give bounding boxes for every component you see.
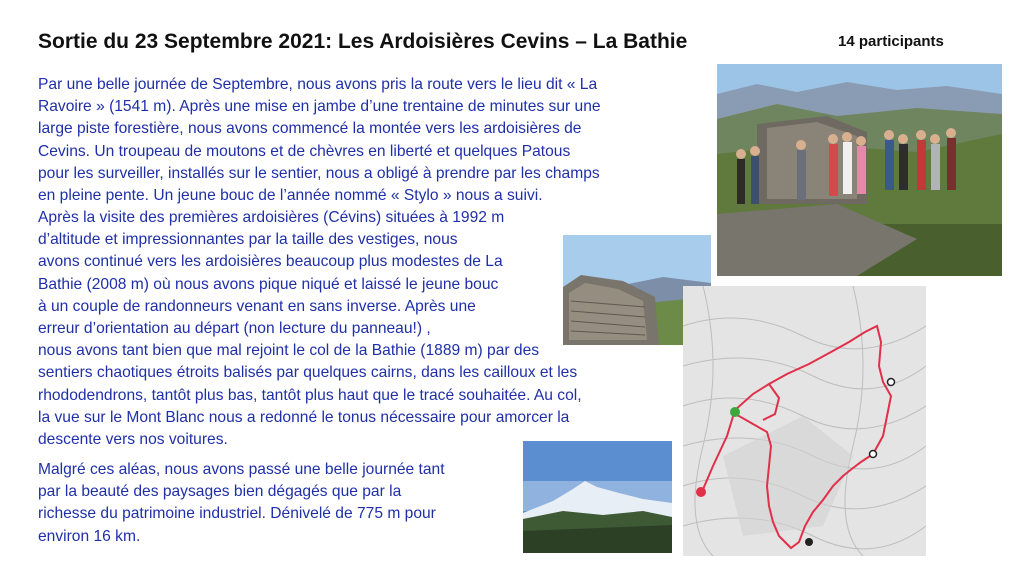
mont-blanc-photo [523, 441, 672, 553]
paragraph-route [38, 207, 582, 451]
text-line: Malgré ces aléas, nous avons passé une belle journée tant [38, 461, 445, 478]
text-line: par la beauté des paysages bien dégagés que par la [38, 483, 402, 501]
text-line: Cevins. Un troupeau de moutons et de chèvres en liberté et quelques Patous [38, 142, 571, 160]
page-title: Sortie du 23 Septembre 2021: Les Ardoisières Cevins – La Bathie [38, 30, 688, 53]
route-map [683, 286, 926, 556]
text-line: avons continué vers les ardoisières beaucoup plus modestes de La [38, 253, 503, 271]
text-line: pour les surveiller, installés sur le sentier, nous a obligé à prendre par les champs [38, 164, 600, 182]
text-line: richesse du patrimoine industriel. Dénivelé de 775 m pour [38, 505, 436, 523]
text-line: sentiers chaotiques étroits balisés par quelques cairns, dans les cailloux et les [38, 364, 578, 382]
paragraph-intro [38, 74, 601, 207]
text-line: nous avons tant bien que mal rejoint le col de la Bathie (1889 m) par des [38, 342, 540, 360]
text-line: à un couple de randonneurs venant en sans inverse. Après une [38, 297, 476, 315]
text-line: rhododendrons, tantôt plus bas, tantôt plus haut que le tracé souhaitée. Au col, [38, 386, 582, 404]
text-line: Bathie (2008 m) où nous avons pique niqué et laissé le jeune bouc [38, 275, 499, 293]
group-photo [717, 64, 1002, 276]
text-line: Par une belle journée de Septembre, nous avons pris la route vers le lieu dit « La [38, 76, 598, 93]
text-line: large piste forestière, nous avons commencé la montée vers les ardoisières de [38, 120, 582, 138]
text-line: en pleine pente. Un jeune bouc de l’année nommé « Stylo » nous a suivi. [38, 187, 543, 205]
text-line: Après la visite des premières ardoisières (Cévins) situées à 1992 m [38, 209, 505, 226]
text-line: environ 16 km. [38, 527, 141, 545]
text-line: descente vers nos voitures. [38, 431, 228, 449]
text-line: la vue sur le Mont Blanc nous a redonné le tonus nécessaire pour amorcer la [38, 408, 570, 426]
text-line: d’altitude et impressionnantes par la taille des vestiges, nous [38, 231, 458, 249]
participants-count: 14 participants [838, 33, 944, 50]
text-line: Ravoire » (1541 m). Après une mise en jambe d’une trentaine de minutes sur une [38, 98, 601, 116]
paragraph-conclusion [38, 459, 445, 548]
text-line: erreur d’orientation au départ (non lecture du panneau!) , [38, 320, 431, 338]
